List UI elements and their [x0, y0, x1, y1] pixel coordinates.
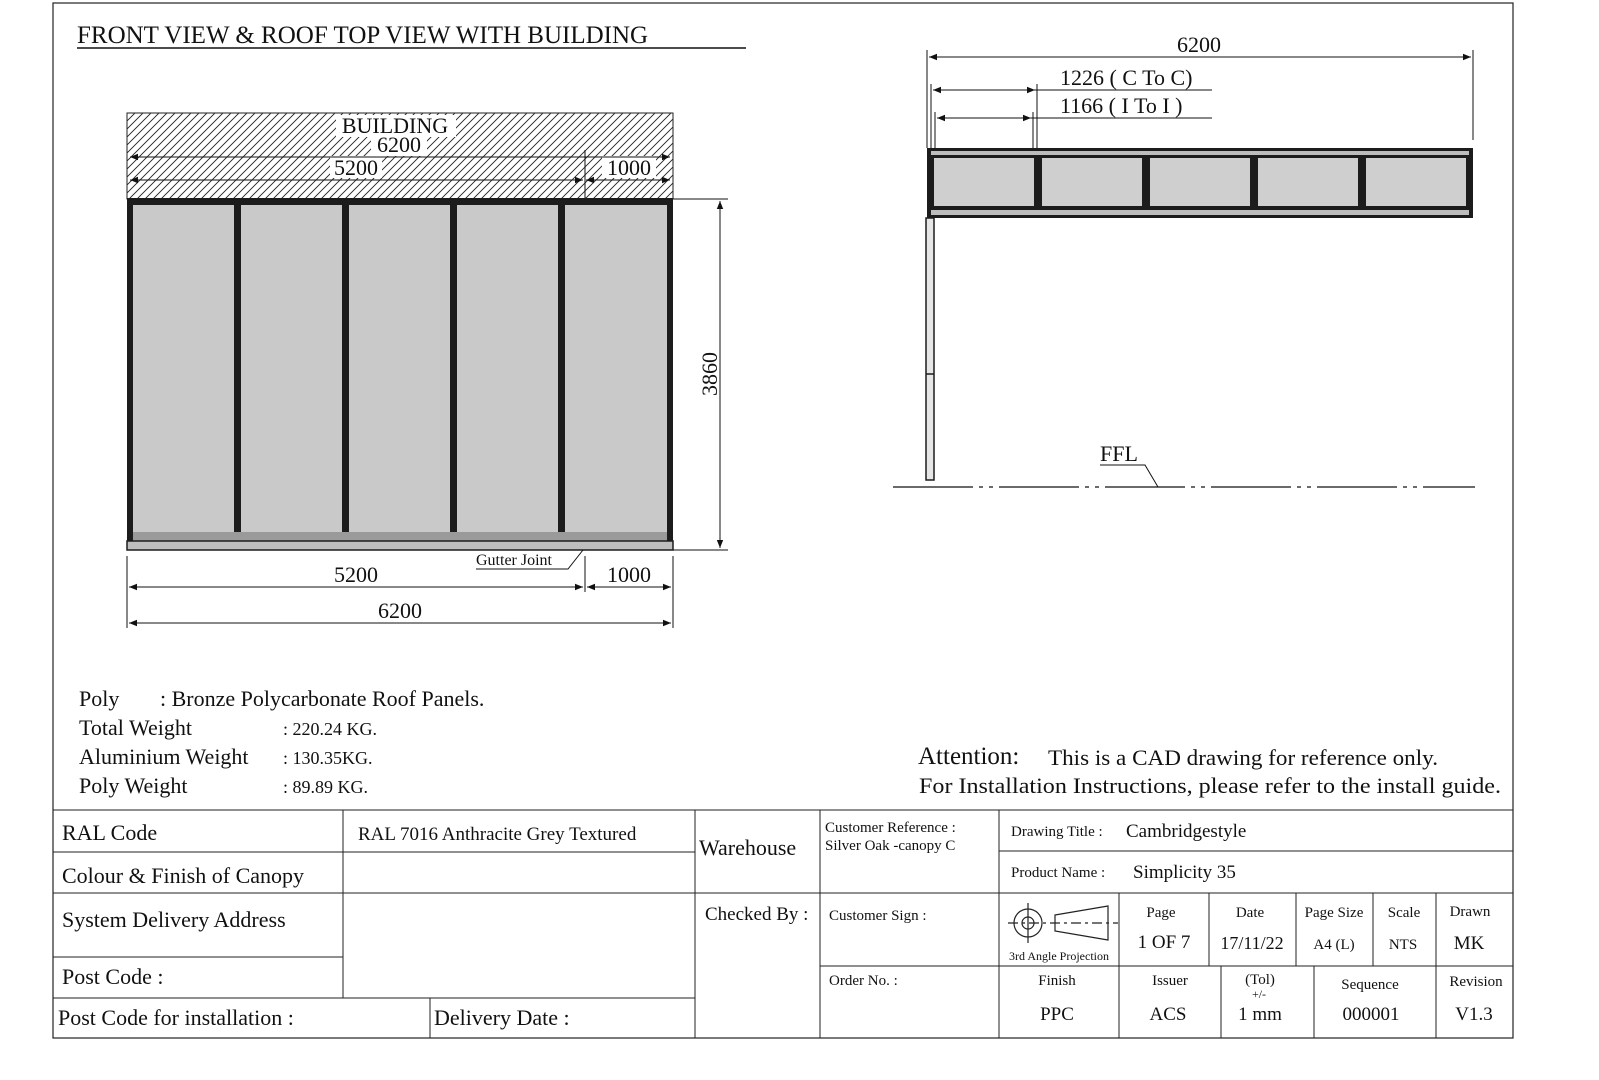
- drawn-label: Drawn: [1449, 904, 1491, 920]
- tol-sign: +/-: [1251, 987, 1267, 1001]
- ffl-leader: [1100, 465, 1158, 487]
- roof-section-4: [1258, 158, 1358, 206]
- ral-code-label: RAL Code: [62, 820, 158, 845]
- sequence-label: Sequence: [1341, 977, 1399, 993]
- projection-dim: 3860: [697, 352, 722, 396]
- total-weight-value: : 220.24 KG.: [283, 719, 377, 739]
- building-dim-overall: 6200: [377, 132, 421, 157]
- bottom-dim-right: 1000: [607, 562, 651, 587]
- building-dim-left: 5200: [334, 155, 378, 180]
- bottom-dim-left: 5200: [334, 562, 378, 587]
- roof-panel-5: [565, 205, 667, 541]
- customer-sign-label: Customer Sign :: [829, 908, 927, 924]
- sequence-value: 000001: [1342, 1004, 1400, 1025]
- bottom-dim-overall: 6200: [378, 598, 422, 623]
- roof-section-1: [934, 158, 1034, 206]
- projection-label: 3rd Angle Projection: [1009, 949, 1109, 963]
- customer-reference-label: Customer Reference :: [825, 820, 956, 836]
- building-dim-right: 1000: [607, 155, 651, 180]
- poly-weight-value: : 89.89 KG.: [283, 777, 368, 797]
- scale-label: Scale: [1387, 905, 1421, 921]
- issuer-label: Issuer: [1152, 973, 1188, 989]
- warehouse-label: Warehouse: [699, 835, 797, 860]
- building-label: BUILDING: [341, 113, 449, 138]
- aluminium-weight-value: : 130.35KG.: [283, 748, 373, 768]
- order-no-label: Order No. :: [829, 973, 898, 989]
- gutter-joint-label: Gutter Joint: [476, 552, 552, 569]
- date-value: 17/11/22: [1220, 933, 1284, 953]
- side-dim-i-to-i: 1166 ( I To I ): [1060, 93, 1183, 118]
- side-dim-overall: 6200: [1177, 32, 1221, 57]
- side-view: [893, 32, 1475, 487]
- poly-weight-label: Poly Weight: [79, 773, 188, 798]
- page-label: Page: [1146, 905, 1176, 921]
- roof-panel-1: [133, 205, 234, 541]
- specifications: [79, 686, 484, 798]
- attention-note: [918, 743, 1501, 798]
- attention-line1: This is a CAD drawing for reference only.: [1048, 745, 1438, 770]
- roof-top-rail: [931, 151, 1469, 155]
- date-label: Date: [1235, 905, 1265, 921]
- finish-value: PPC: [1040, 1004, 1074, 1025]
- gutter-strip: [133, 532, 667, 541]
- roof-panel-3: [349, 205, 450, 541]
- attention-line2: For Installation Instructions, please refer to the install guide.: [919, 773, 1501, 798]
- customer-reference-value: Silver Oak -canopy C: [825, 838, 956, 854]
- revision-value: V1.3: [1455, 1004, 1493, 1025]
- product-name-label: Product Name :: [1011, 865, 1106, 881]
- product-name-value: Simplicity 35: [1133, 862, 1236, 883]
- finish-label: Finish: [1038, 973, 1076, 989]
- roof-gutter-rail: [931, 210, 1469, 215]
- support-post: [926, 218, 934, 480]
- roof-section-5: [1366, 158, 1466, 206]
- front-view: [127, 113, 728, 628]
- delivery-date-label: Delivery Date :: [434, 1005, 570, 1030]
- checked-by-label: Checked By :: [705, 904, 809, 925]
- post-code-install-label: Post Code for installation :: [58, 1005, 294, 1030]
- roof-panel-4: [457, 205, 558, 541]
- drawing-title-value: Cambridgestyle: [1126, 821, 1247, 842]
- total-weight-label: Total Weight: [79, 715, 192, 740]
- roof-panel-2: [241, 205, 342, 541]
- page-value: 1 OF 7: [1137, 932, 1191, 953]
- drawing-heading: FRONT VIEW & ROOF TOP VIEW WITH BUILDING: [77, 22, 649, 49]
- tol-value: 1 mm: [1238, 1004, 1282, 1025]
- tol-label: (Tol): [1245, 972, 1275, 988]
- side-dim-c-to-c: 1226 ( C To C): [1060, 65, 1193, 90]
- page-size-value: A4 (L): [1313, 937, 1355, 953]
- poly-value: : Bronze Polycarbonate Roof Panels.: [160, 686, 485, 711]
- gutter-base: [127, 541, 673, 550]
- roof-section-2: [1042, 158, 1142, 206]
- delivery-address-label: System Delivery Address: [62, 907, 286, 932]
- ffl-label: FFL: [1100, 441, 1138, 466]
- post-code-label: Post Code :: [62, 964, 164, 989]
- poly-label: Poly: [79, 686, 120, 711]
- revision-label: Revision: [1449, 974, 1503, 990]
- third-angle-projection-icon: [1008, 903, 1118, 943]
- scale-value: NTS: [1388, 937, 1418, 953]
- drawn-value: MK: [1453, 933, 1485, 954]
- attention-heading: Attention:: [918, 743, 1020, 770]
- issuer-value: ACS: [1149, 1004, 1187, 1025]
- page-size-label: Page Size: [1304, 905, 1364, 921]
- colour-finish-label: Colour & Finish of Canopy: [62, 863, 305, 888]
- ral-code-value: RAL 7016 Anthracite Grey Textured: [358, 824, 637, 845]
- roof-section-3: [1150, 158, 1250, 206]
- drawing-title-label: Drawing Title :: [1011, 824, 1103, 840]
- aluminium-weight-label: Aluminium Weight: [79, 744, 249, 769]
